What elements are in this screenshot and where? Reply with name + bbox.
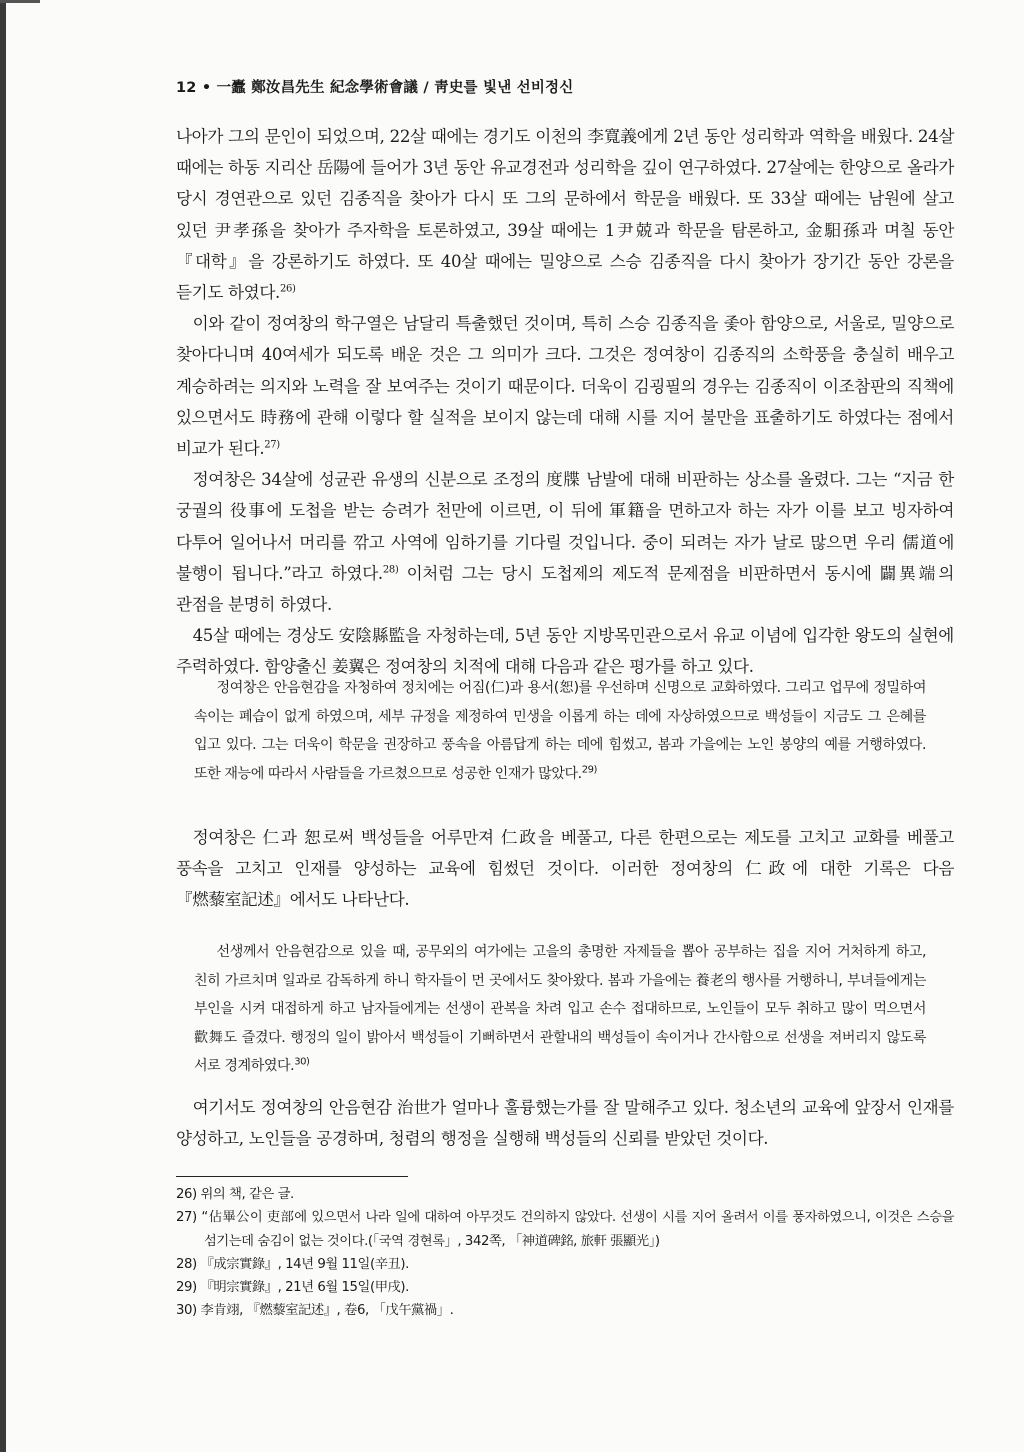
- footnotes: [176, 1183, 954, 1323]
- scan-left-edge: [0, 0, 6, 1452]
- footnote-28: 28) 『成宗實錄』, 14년 9월 11일(辛丑).: [176, 1256, 409, 1272]
- quote-1: 정여창은 안음현감을 자청하여 정치에는 어짐(仁)과 용서(恕)를 우선하며 신명으로 교화하였다. 그리고 업무에 정밀하여 속이는 폐습이 없게 하였으며, 세부 규정을 제정하여 민생을 이롭게 하는 데에 자상하였으므로 백성들이 지금도 그 은혜를 입고 있다. 그는 더욱이 학문을 권장하고 풍속을 아름답게 하는 데에 힘썼고, 봄과 가을에는 노인 봉양의 예를 거행하였다. 또한 재능에 따라서 사람들을 가르쳤으므로 성공한 인재가 많았다.$^{29)}$: [194, 680, 926, 782]
- footnote-ref-30: 30): [294, 1056, 310, 1068]
- footnote-ref-26: 26): [279, 283, 296, 295]
- body-section-3: [176, 1092, 954, 1154]
- footnote-ref-27: 27): [264, 439, 280, 451]
- body-section-2: [176, 822, 954, 916]
- footnote-26: 26) 위의 책, 같은 글.: [176, 1187, 294, 1202]
- block-quote-2: [176, 938, 954, 1081]
- paragraph-4: 45살 때에는 경상도 安陰縣監을 자청하는데, 5년 동안 지방목민관으로서 유교 이념에 입각한 왕도의 실현에 주력하였다. 함양출신 姜翼은 정여창의 치적에 대해 다음과 같은 평가를 하고 있다.: [176, 626, 954, 677]
- block-quote-1: [176, 674, 954, 788]
- footnote-27: 27) “佔畢公이 吏部에 있으면서 나라 일에 대하여 아무것도 건의하지 않았다. 선생이 시를 지어 올려서 이를 풍자하였으니, 이것은 스승을 섬기는데 숨김이 없는 것이다.(「국역 경현록」, 342쪽, 「神道碑銘, 旅軒 張顯光」): [176, 1210, 954, 1249]
- quote-2: 선생께서 안음현감으로 있을 때, 공무외의 여가에는 고을의 총명한 자제들을 뽑아 공부하는 집을 지어 거처하게 하고, 친히 가르치며 일과로 감독하게 하니 학자들이 먼 곳에서도 찾아왔다. 봄과 가을에는 養老의 행사를 거행하니, 부녀들에게는 부인을 시켜 대접하게 하고 남자들에게는 선생이 관복을 차려 입고 손수 접대하므로, 노인들이 모두 취하고 많이 먹으면서 歡舞도 즐겼다. 행정의 일이 밝아서 백성들이 기뻐하면서 관할내의 백성들이 속이거나 간사함으로 선생을 져버리지 않도록 서로 경계하였다.$^{30)}$: [194, 944, 926, 1075]
- body-section-1: [176, 121, 954, 683]
- scan-top-mark: [0, 0, 40, 3]
- footnote-ref-28: 28): [382, 564, 399, 576]
- footnote-divider: [176, 1176, 408, 1177]
- footnote-29: 29) 『明宗實錄』, 21년 6월 15일(甲戌).: [176, 1280, 409, 1296]
- paragraph-6: 여기서도 정여창의 안음현감 治世가 얼마나 훌륭했는가를 잘 말해주고 있다. 청소년의 교육에 앞장서 인재를 양성하고, 노인들을 공경하며, 청렴의 행정을 실행해 백성들의 신뢰를 받았던 것이다.: [176, 1098, 954, 1149]
- paragraph-3: 정여창은 34살에 성균관 유생의 신분으로 조정의 度牒 남발에 대해 비판하는 상소를 올렸다. 그는 “지금 한 궁궐의 役事에 도첩을 받는 승려가 천만에 이르면, 이 뒤에 軍籍을 면하고자 하는 자가 이를 보고 빙자하여 다투어 일어나서 머리를 깎고 사역에 임하기를 기다릴 것입니다. 중이 되려는 자가 날로 많으면 우리 儒道에 불행이 됩니다.”라고 하였다.$^{28)}$ 이처럼 그는 당시 도첩제의 제도적 문제점을 비판하면서 동시에 闢異端의 관점을 분명히 하였다.: [176, 470, 954, 615]
- paragraph-1: 나아가 그의 문인이 되었으며, 22살 때에는 경기도 이천의 李寬義에게 2년 동안 성리학과 역학을 배웠다. 24살 때에는 하동 지리산 岳陽에 들어가 3년 동안 유교경전과 성리학을 깊이 연구하였다. 27살에는 한양으로 올라가 당시 경연관으로 있던 김종직을 찾아가 다시 또 그의 문하에서 학문을 배웠다. 또 33살 때에는 남원에 살고 있던 尹孝孫을 찾아가 주자학을 토론하였고, 39살 때에는 1尹兢과 학문을 탐론하고, 金馹孫과 며칠 동안 『대학』을 강론하기도 하였다. 또 40살 때에는 밀양으로 스승 김종직을 다시 찾아가 장기간 동안 강론을 듣기도 하였다.$^{26)}$: [176, 127, 954, 303]
- running-header: 12 • 一蠹 鄭汝昌先生 紀念學術會議 / 靑史를 빛낸 선비정신: [176, 80, 574, 96]
- footnote-30: 30) 李肯翊, 『燃藜室記述』, 卷6, 「戊午黨禍」.: [176, 1303, 454, 1319]
- paragraph-2: 이와 같이 정여창의 학구열은 남달리 특출했던 것이며, 특히 스승 김종직을 좇아 함양으로, 서울로, 밀양으로 찾아다니며 40여세가 되도록 배운 것은 그 의미가 크다. 그것은 정여창이 김종직의 소학풍을 충실히 배우고 계승하려는 의지와 노력을 잘 보여주는 것이기 때문이다. 더욱이 김굉필의 경우는 김종직이 이조참판의 직책에 있으면서도 時務에 관해 이렇다 할 실적을 보이지 않는데 대해 시를 지어 불만을 표출하기도 하였다는 점에서 비교가 된다.$^{27)}$: [176, 314, 954, 459]
- paragraph-5: 정여창은 仁과 恕로써 백성들을 어루만져 仁政을 베풀고, 다른 한편으로는 제도를 고치고 교화를 베풀고 풍속을 고치고 인재를 양성하는 교육에 힘썼던 것이다. 이러한 정여창의 仁政에 대한 기록은 다음 『燃藜室記述』에서도 나타난다.: [176, 828, 954, 910]
- footnote-ref-29: 29): [581, 764, 597, 776]
